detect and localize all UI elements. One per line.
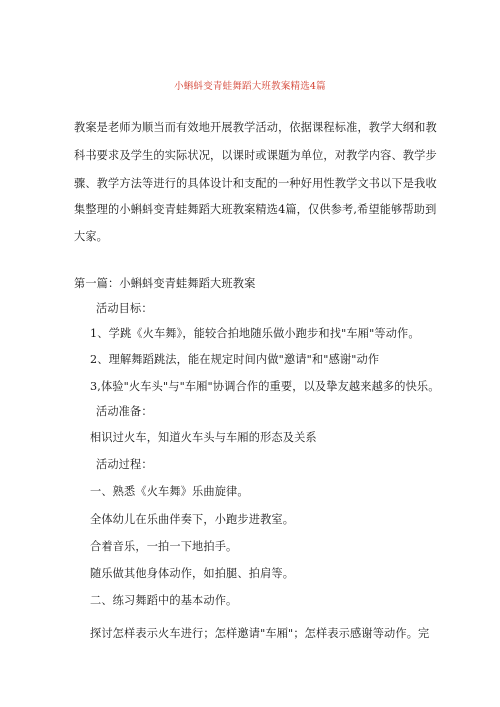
step1-heading: 一、熟悉《火车舞》乐曲旋律。 xyxy=(90,485,249,498)
intro-line-5: 大家。 xyxy=(74,230,109,243)
process-label: 活动过程： xyxy=(96,458,153,471)
goals-label: 活动目标： xyxy=(96,302,153,315)
step2-heading: 二、练习舞蹈中的基本动作。 xyxy=(90,594,238,607)
section-heading: 第一篇：小蝌蚪变青蛙舞蹈大班教案 xyxy=(74,277,256,290)
goal-item-3: 3,体验"火车头"与"车厢"协调合作的重要，以及挚友越来越多的快乐。 xyxy=(90,380,440,393)
intro-line-2: 科书要求及学生的实际状况，以课时或课题为单位，对教学内容、教学步 xyxy=(74,149,437,162)
intro-line-1: 教案是老师为顺当而有效地开展教学活动，依据课程标准，教学大纲和教 xyxy=(74,121,437,134)
step1-line-1: 全体幼儿在乐曲伴奏下，小跑步进教室。 xyxy=(90,513,295,526)
document-title: 小蝌蚪变青蛙舞蹈大班教案精选4篇 xyxy=(174,81,326,92)
prep-text: 相识过火车，知道火车头与车厢的形态及关系 xyxy=(90,431,317,444)
intro-line-3: 骤、教学方法等进行的具体设计和支配的一种好用性教学文书以下是我收 xyxy=(74,177,437,190)
prep-label: 活动准备： xyxy=(96,405,153,418)
goal-item-2: 2、理解舞蹈跳法，能在规定时间内做"邀请"和"感谢"动作 xyxy=(90,353,380,366)
step1-line-3: 随乐做其他身体动作，如拍腿、拍肩等。 xyxy=(90,567,295,580)
step1-line-2: 合着音乐，一拍一下地拍手。 xyxy=(90,540,238,553)
goal-item-1: 1、学跳《火车舞》，能较合拍地随乐做小跑步和找"车厢"等动作。 xyxy=(90,327,420,340)
step2-text: 探讨怎样表示火车进行；怎样邀请"车厢"；怎样表示感谢等动作。完 xyxy=(90,627,430,640)
intro-line-4: 集整理的小蝌蚪变青蛙舞蹈大班教案精选4篇，仅供参考,希望能够帮助到 xyxy=(74,203,437,216)
